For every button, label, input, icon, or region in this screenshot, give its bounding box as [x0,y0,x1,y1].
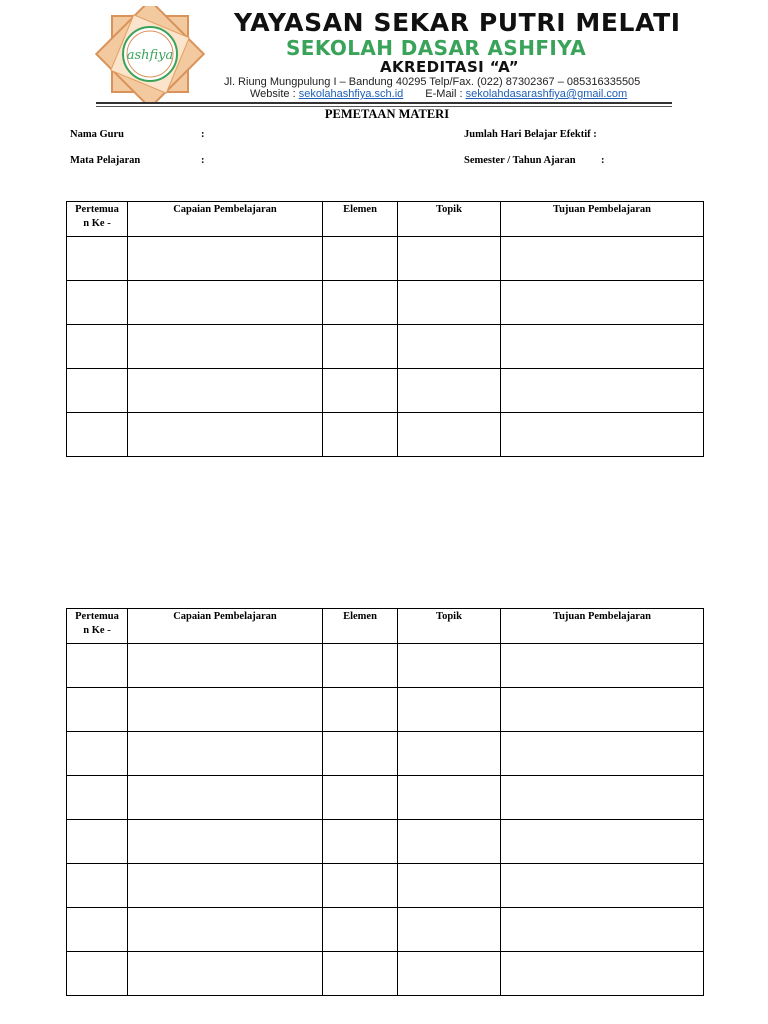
material-map-table-1 [66,201,704,457]
school-address: Jl. Riung Mungpulung I – Bandung 40295 Telp/Fax. (022) 87302367 – 085316335505 [224,76,641,88]
cell-topic[interactable] [398,325,501,369]
cell-topic[interactable] [398,820,501,864]
cell-objective[interactable] [501,908,704,952]
semester-label: Semester / Tahun Ajaran [464,155,576,166]
cell-element[interactable] [323,864,398,908]
col-meeting: Pertemua n Ke - [67,202,128,237]
table-row [67,732,704,776]
cell-element[interactable] [323,732,398,776]
material-map-table-2 [66,608,704,996]
cell-achievement[interactable] [128,413,323,457]
table-row [67,820,704,864]
cell-element[interactable] [323,644,398,688]
cell-meeting[interactable] [67,732,128,776]
contact-line [250,88,627,101]
cell-element[interactable] [323,281,398,325]
cell-objective[interactable] [501,281,704,325]
col-meeting: Pertemua n Ke - [67,609,128,644]
table-row [67,952,704,996]
cell-topic[interactable] [398,413,501,457]
effective-days-label: Jumlah Hari Belajar Efektif : [464,129,597,140]
cell-topic[interactable] [398,237,501,281]
table-row [67,237,704,281]
subject-label: Mata Pelajaran [70,155,141,166]
cell-achievement[interactable] [128,776,323,820]
cell-objective[interactable] [501,952,704,996]
table-row [67,776,704,820]
cell-achievement[interactable] [128,820,323,864]
cell-achievement[interactable] [128,325,323,369]
letterhead-divider [96,102,672,104]
col-element: Elemen [323,609,398,644]
email-label: E-Mail : [425,88,463,100]
cell-element[interactable] [323,237,398,281]
table-header-row [67,609,704,644]
cell-topic[interactable] [398,908,501,952]
table-header-row [67,202,704,237]
school-logo [94,6,206,102]
cell-objective[interactable] [501,369,704,413]
cell-meeting[interactable] [67,369,128,413]
cell-meeting[interactable] [67,820,128,864]
table-row [67,644,704,688]
cell-element[interactable] [323,908,398,952]
table-row [67,908,704,952]
cell-achievement[interactable] [128,688,323,732]
cell-element[interactable] [323,952,398,996]
email-link[interactable]: sekolahdasarashfiya@gmail.com [465,88,628,100]
cell-objective[interactable] [501,776,704,820]
table-row [67,864,704,908]
cell-element[interactable] [323,776,398,820]
cell-meeting[interactable] [67,864,128,908]
cell-topic[interactable] [398,281,501,325]
cell-achievement[interactable] [128,908,323,952]
table-row [67,413,704,457]
cell-objective[interactable] [501,688,704,732]
cell-topic[interactable] [398,952,501,996]
cell-topic[interactable] [398,688,501,732]
cell-meeting[interactable] [67,908,128,952]
teacher-name-colon: : [201,129,205,140]
document-title: PEMETAAN MATERI [324,107,450,121]
cell-objective[interactable] [501,644,704,688]
cell-achievement[interactable] [128,952,323,996]
logo-text: ashfiya [126,48,174,63]
cell-achievement[interactable] [128,644,323,688]
col-topic: Topik [398,202,501,237]
website-label: Website : [250,88,296,100]
cell-topic[interactable] [398,776,501,820]
table-row [67,281,704,325]
teacher-name-label: Nama Guru [70,129,124,140]
col-element: Elemen [323,202,398,237]
cell-meeting[interactable] [67,688,128,732]
cell-element[interactable] [323,413,398,457]
cell-achievement[interactable] [128,732,323,776]
cell-element[interactable] [323,325,398,369]
cell-objective[interactable] [501,732,704,776]
cell-objective[interactable] [501,325,704,369]
cell-objective[interactable] [501,413,704,457]
semester-colon: : [601,155,605,166]
cell-element[interactable] [323,369,398,413]
subject-colon: : [201,155,205,166]
cell-element[interactable] [323,820,398,864]
table-row [67,688,704,732]
cell-meeting[interactable] [67,776,128,820]
table-row [67,369,704,413]
school-name: SEKOLAH DASAR ASHFIYA [286,36,587,60]
cell-meeting[interactable] [67,281,128,325]
cell-topic[interactable] [398,864,501,908]
cell-achievement[interactable] [128,281,323,325]
table-row [67,325,704,369]
cell-topic[interactable] [398,644,501,688]
cell-achievement[interactable] [128,369,323,413]
website-link[interactable]: sekolahashfiya.sch.id [298,88,404,100]
cell-element[interactable] [323,688,398,732]
accreditation: AKREDITASI “A” [380,58,519,76]
col-topic: Topik [398,609,501,644]
col-achievement: Capaian Pembelajaran [128,202,323,237]
cell-topic[interactable] [398,732,501,776]
cell-meeting[interactable] [67,325,128,369]
cell-meeting[interactable] [67,413,128,457]
cell-objective[interactable] [501,237,704,281]
foundation-name: YAYASAN SEKAR PUTRI MELATI [234,8,681,37]
cell-meeting[interactable] [67,644,128,688]
cell-objective[interactable] [501,820,704,864]
cell-topic[interactable] [398,369,501,413]
cell-meeting[interactable] [67,237,128,281]
cell-meeting[interactable] [67,952,128,996]
col-achievement: Capaian Pembelajaran [128,609,323,644]
cell-achievement[interactable] [128,237,323,281]
cell-achievement[interactable] [128,864,323,908]
cell-objective[interactable] [501,864,704,908]
col-objective: Tujuan Pembelajaran [501,609,704,644]
col-objective: Tujuan Pembelajaran [501,202,704,237]
